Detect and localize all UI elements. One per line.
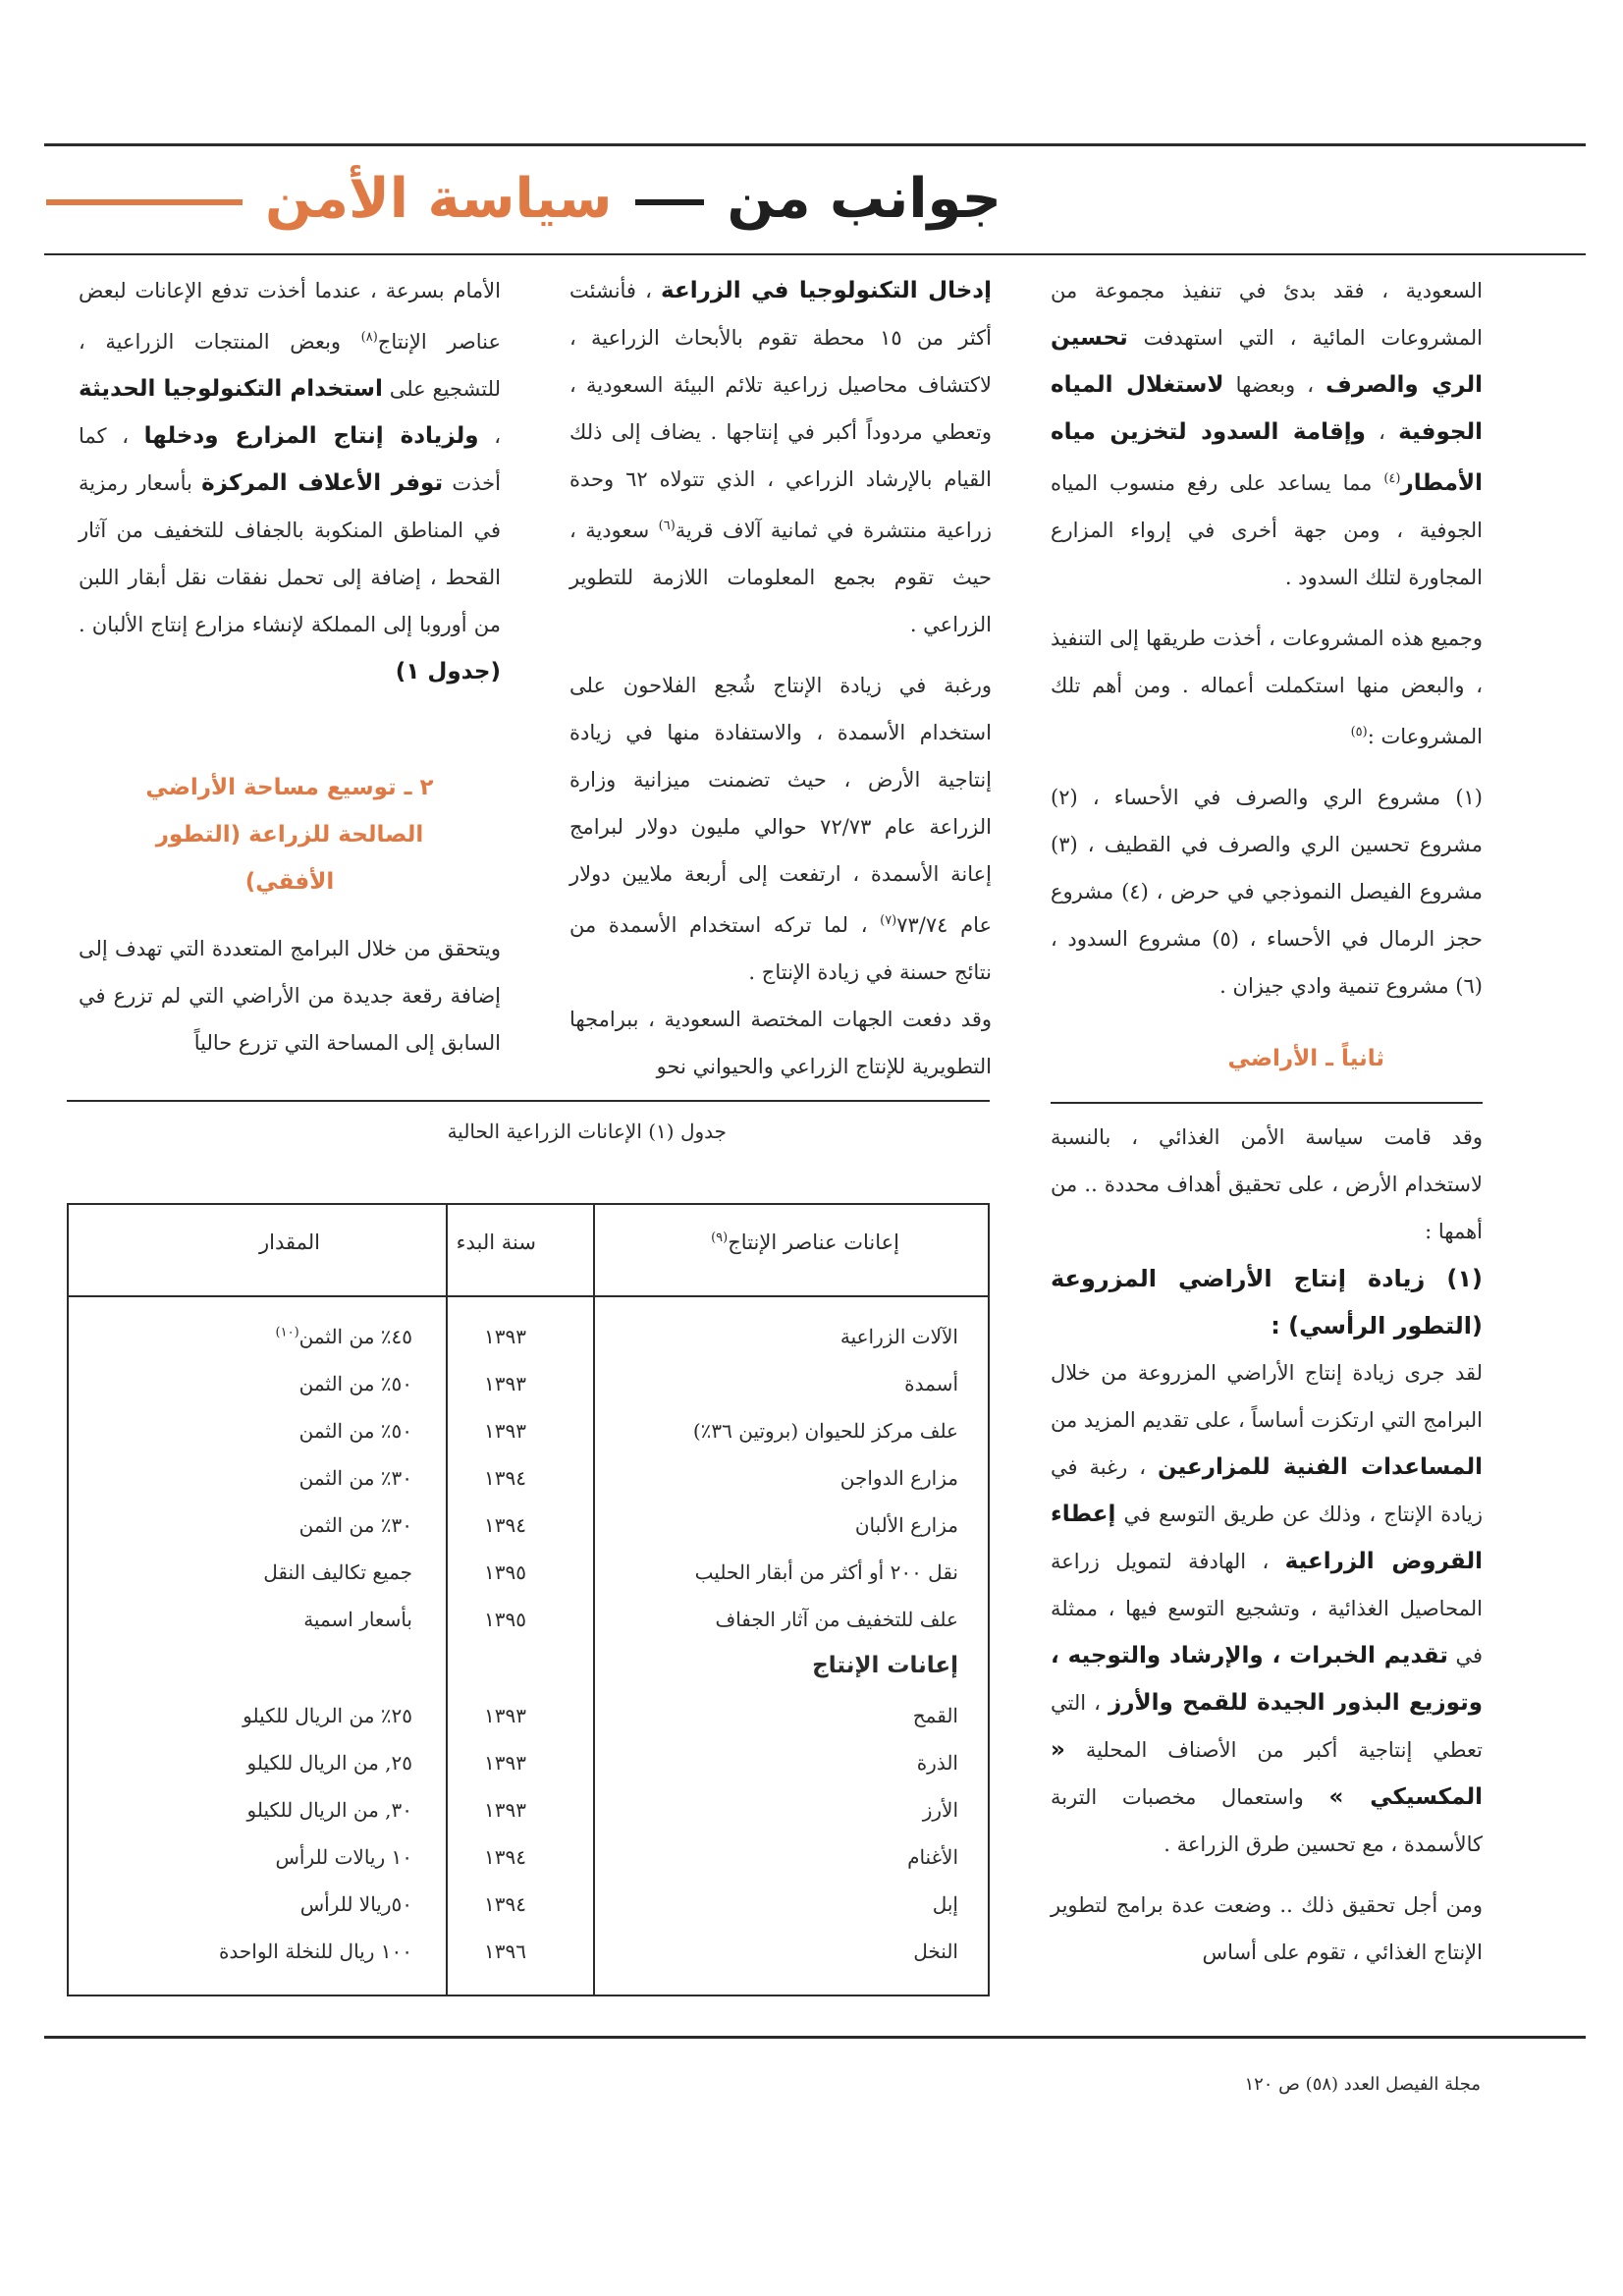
footnote-ref: (٧)	[880, 913, 897, 928]
row-amount: ١٠ ريالات للرأس	[275, 1845, 412, 1869]
row-year: ١٣٩٣	[484, 1704, 526, 1727]
row-year: ١٣٩٣	[484, 1751, 526, 1775]
text: بأسعار رمزية في المناطق المنكوبة بالجفاف للتخفيف من آثار القحط ، إضافة إلى تحمل نفقات نقل أبقار اللبن من أوروبا إلى المملكة لإنشاء مزارع إنتاج الألبان .	[79, 471, 501, 636]
bold-text: استخدام التكنولوجيا الحديثة	[79, 376, 383, 402]
heading-rule	[1051, 1102, 1483, 1104]
title-part2: سياسة الأمن	[265, 167, 613, 231]
footnote-ref: (٤)	[1383, 471, 1401, 486]
middle-paragraph-3: وقد دفعت الجهات المختصة السعودية ، ببرامجها التطويرية للإنتاج الزراعي والحيواني نحو	[569, 1008, 992, 1078]
footnote-ref: (٨)	[360, 330, 378, 345]
row-item: مزارع الدواجن	[839, 1466, 958, 1490]
table-subheading: إعانات الإنتاج	[812, 1653, 958, 1678]
row-item: أسمدة	[904, 1372, 958, 1395]
row-amount: ٥٠٪ من الثمن	[298, 1372, 412, 1395]
row-amount: بأسعار اسمية	[303, 1608, 412, 1631]
title-tatweel-orange	[46, 199, 243, 205]
bold-text: وإقامة السدود لتخزين مياه الأمطار	[1051, 419, 1483, 496]
column-divider	[593, 1205, 595, 1995]
row-year: ١٣٩٤	[484, 1513, 526, 1537]
right-paragraph-2	[1051, 615, 1483, 760]
title-rule	[44, 253, 1586, 255]
text: ، الهادفة لتمويل زراعة المحاصيل الغذائية ، وتشجيع التوسع فيها ، ممثلة في	[1051, 1550, 1484, 1667]
footnote-ref: (٦)	[658, 519, 676, 533]
section-heading-horizontal: ٢ ـ توسيع مساحة الأراضي الصالحة للزراعة (التطور الأفقي)	[145, 775, 434, 895]
column-left	[79, 267, 501, 1066]
subheading-vertical: (١) زيادة إنتاج الأراضي المزروعة (التطور الرأسي) :	[1051, 1265, 1483, 1339]
page-title	[59, 155, 1001, 244]
footnote-ref: (١٠)	[275, 1325, 299, 1340]
footnote-ref: (٥)	[1350, 725, 1368, 739]
text: ورغبة في زيادة الإنتاج شُجع الفلاحون على استخدام الأسمدة ، والاستفادة منها في زيادة إنتاجية الأرض ، حيث تضمنت ميزانية وزارة الزراعة عام ٧٢/٧٣ حوالي مليون دولار لبرامج إعانة الأسمدة ، ارتفعت إلى أربعة ملايين دولار عام ٧٣/٧٤	[569, 674, 993, 937]
row-item: الأرز	[922, 1798, 958, 1822]
bold-text: المساعدات الفنية للمزارعين	[1157, 1454, 1483, 1480]
text: ،	[1365, 420, 1399, 444]
table-top-rule	[67, 1100, 990, 1102]
row-item: الآلات الزراعية	[839, 1325, 958, 1348]
header-divider	[69, 1295, 988, 1297]
row-amount: ٣٠٪ من الثمن	[298, 1513, 412, 1537]
row-item: مزارع الألبان	[854, 1513, 958, 1537]
row-amount-text: ٤٥٪ من الثمن	[298, 1325, 412, 1348]
middle-paragraph-1	[569, 267, 992, 648]
text: ، التي تعطي إنتاجية أكبر من الأصناف المحلية	[1051, 1691, 1483, 1762]
footnote-ref: (٩)	[711, 1230, 729, 1245]
row-amount: جميع تكاليف النقل	[263, 1560, 412, 1584]
row-item: إبل	[932, 1892, 958, 1916]
table-caption: جدول (١) الإعانات الزراعية الحالية	[447, 1120, 727, 1143]
header-item	[711, 1230, 899, 1254]
row-amount: ٢٥٪ من الريال للكيلو	[243, 1704, 412, 1727]
row-item: الأغنام	[907, 1845, 958, 1869]
bold-text: إعطاء القروض الزراعية	[1051, 1502, 1483, 1574]
bottom-rule	[44, 2036, 1586, 2039]
column-right	[1051, 267, 1483, 1976]
left-paragraph-2: ويتحقق من خلال البرامج المتعددة التي تهدف إلى إضافة رقعة جديدة من الأراضي التي لم تزرع في السابق إلى المساحة التي تزرع حالياً	[79, 937, 501, 1055]
text: ، كما أخذت	[79, 424, 501, 495]
column-divider	[446, 1205, 448, 1995]
row-amount: ٣٠, من الريال للكيلو	[246, 1798, 412, 1822]
text: واستعمال مخصبات التربة كالأسمدة ، مع تحسين طرق الزراعة .	[1051, 1785, 1483, 1856]
row-year: ١٣٩٣	[484, 1372, 526, 1395]
row-year: ١٣٩٣	[484, 1325, 526, 1348]
row-year: ١٣٩٥	[484, 1560, 526, 1584]
row-amount	[276, 1325, 412, 1348]
projects-list: (١) مشروع الري والصرف في الأحساء ، (٢) مشروع تحسين الري والصرف في القطيف ، (٣) مشروع الفيصل النموذجي في حرض ، (٤) مشروع حجز الرمال في الأحساء ، (٥) مشروع السدود ، (٦) مشروع تنمية وادي جيزان .	[1051, 786, 1484, 998]
row-item: الذرة	[916, 1751, 958, 1775]
column-middle	[569, 267, 992, 1090]
bold-text: تقديم الخبرات ، والإرشاد والتوجيه ، وتوزيع البذور الجيدة للقمح والأرز	[1051, 1643, 1483, 1716]
row-year: ١٣٩٣	[484, 1419, 526, 1443]
text: سعودية ، حيث تقوم بجمع المعلومات اللازمة للتطوير الزراعي .	[569, 519, 992, 636]
row-amount: ٢٥, من الريال للكيلو	[246, 1751, 412, 1775]
subsidies-table	[67, 1203, 990, 1996]
right-paragraph-6: ومن أجل تحقيق ذلك .. وضعت عدة برامج لتطوير الإنتاج الغذائي ، تقوم على أساس	[1051, 1893, 1483, 1964]
middle-paragraph-2	[569, 662, 992, 996]
bold-text: توفر الأعلاف المركزة	[201, 470, 444, 496]
header-amount: المقدار	[259, 1230, 320, 1254]
bold-text: تحسين الري والصرف	[1051, 325, 1483, 398]
bold-text: لاستغلال المياه الجوفية	[1051, 372, 1484, 445]
row-year: ١٣٩٤	[484, 1892, 526, 1916]
row-year: ١٣٩٦	[484, 1940, 526, 1963]
text: ، وبعضها	[1223, 373, 1326, 397]
text: وجميع هذه المشروعات ، أخذت طريقها إلى التنفيذ ، والبعض منها استكملت أعماله . ومن أهم تلك المشروعات :	[1051, 627, 1483, 748]
text: ، فأنشئت أكثر من ١٥ محطة تقوم بالأبحاث الزراعية ، لاكتشاف محاصيل زراعية تلائم البيئة السعودية ، وتعطي مردوداً أكبر في إنتاجها . يضاف إلى ذلك القيام بالإرشاد الزراعي ، الذي تتولاه ٦٢ وحدة زراعية منتشرة في ثمانية آلاف قرية	[569, 279, 992, 542]
bold-text: « المكسيكي »	[1051, 1737, 1483, 1810]
row-amount: ١٠٠ ريال للنخلة الواحدة	[218, 1940, 412, 1963]
row-amount: ٣٠٪ من الثمن	[298, 1466, 412, 1490]
text: وبعض المنتجات الزراعية ، للتشجيع على	[79, 330, 501, 401]
title-tatweel-dark	[635, 199, 704, 205]
text: الأمام بسرعة ، عندما أخذت تدفع الإعانات لبعض عناصر الإنتاج	[79, 279, 501, 354]
left-paragraph-1	[79, 267, 501, 695]
row-item: القمح	[912, 1704, 958, 1727]
row-amount: ٥٠٪ من الثمن	[298, 1419, 412, 1443]
row-year: ١٣٩٤	[484, 1845, 526, 1869]
row-item: علف مركز للحيوان (بروتين ٣٦٪)	[692, 1419, 958, 1443]
bold-text: ولزيادة إنتاج المزارع ودخلها	[143, 423, 479, 449]
section-heading-lands: ثانياً ـ الأراضي	[1227, 1046, 1384, 1071]
bold-text: إدخال التكنولوجيا في الزراعة	[661, 278, 992, 303]
header-year: سنة البدء	[456, 1230, 536, 1254]
top-rule	[44, 143, 1586, 146]
row-item: علف للتخفيف من آثار الجفاف	[715, 1608, 958, 1631]
title-part1: جوانب من	[727, 167, 1001, 231]
text: ، رغبة في زيادة الإنتاج ، وذلك عن طريق التوسع في	[1051, 1455, 1483, 1526]
page-footer: مجلة الفيصل العدد (٥٨) ص ١٢٠	[1244, 2074, 1481, 2095]
row-year: ١٣٩٥	[484, 1608, 526, 1631]
text: ، لما تركه استخدام الأسمدة من نتائج حسنة في زيادة الإنتاج .	[569, 913, 992, 984]
row-amount: ٥٠ريالا للرأس	[299, 1892, 412, 1916]
text: السعودية ، فقد بدئ في تنفيذ مجموعة من المشروعات المائية ، التي استهدفت	[1051, 279, 1483, 350]
right-paragraph-5	[1051, 1349, 1483, 1868]
row-year: ١٣٩٣	[484, 1798, 526, 1822]
text: ،	[478, 424, 501, 448]
header-item-label: إعانات عناصر الإنتاج	[728, 1230, 899, 1254]
text: مما يساعد على رفع منسوب المياه الجوفية ، ومن جهة أخرى في إرواء المزارع المجاورة لتلك السدود .	[1051, 471, 1483, 589]
row-item: النخل	[913, 1940, 958, 1963]
right-paragraph-4: وقد قامت سياسة الأمن الغذائي ، بالنسبة لاستخدام الأرض ، على تحقيق أهداف محددة .. من أهمها :	[1051, 1125, 1483, 1243]
row-year: ١٣٩٤	[484, 1466, 526, 1490]
table-reference: (جدول ١)	[395, 659, 501, 684]
row-item: نقل ٢٠٠ أو أكثر من أبقار الحليب	[694, 1560, 958, 1584]
right-paragraph-1	[1051, 267, 1483, 601]
text: لقد جرى زيادة إنتاج الأراضي المزروعة من خلال البرامج التي ارتكزت أساساً ، على تقديم المزيد من	[1050, 1361, 1483, 1432]
